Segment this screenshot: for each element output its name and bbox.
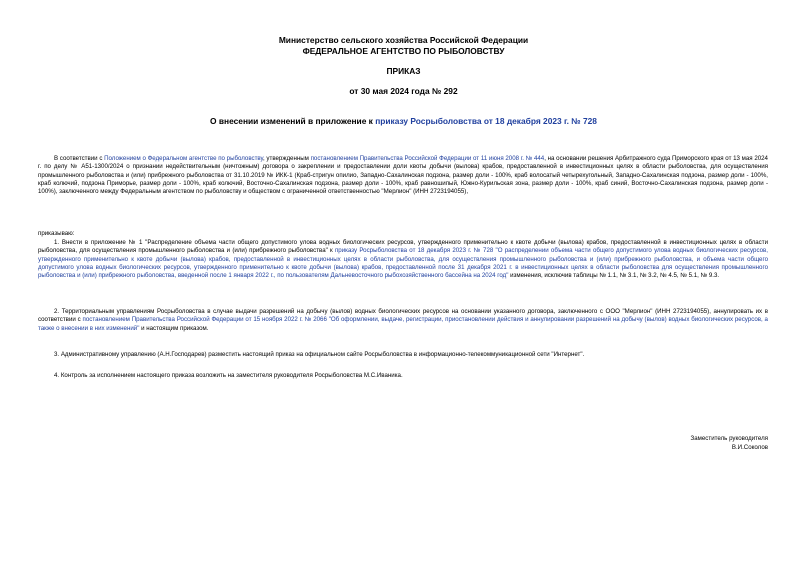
ministry-title: Министерство сельского хозяйства Российской Федерации: [278, 35, 529, 45]
item-2-link[interactable]: постановлением Правительства Российской Федерации от 15 ноября 2022 г. № 2066 "Об оформлении, выдаче, регистрации, приостановлении действия и аннулировании разрешений на добычу (вылов) водных биологических ресурсов, а также о внесении в них изменений": [38, 316, 768, 332]
preamble-link-decree[interactable]: постановлением Правительства Российской Федерации от 11 июня 2008 г. № 444: [310, 155, 545, 162]
item-1-link[interactable]: приказу Росрыболовства от 18 декабря 2023 г. № 728 "О распределении объема части общего допустимого улова водных биологических ресурсов, утвержденного применительно к квоте добычи (вылова) крабов, предоставленной в инвестиционных целях в области рыболовства, для осуществления промышленного рыболовства и (или) прибрежного рыболовства, и объема части общего допустимого улова водных биологических ресурсов, утвержденного применительно к квоте добычи (вылова) крабов, предоставленной после 31 декабря 2021 г. в инвестиционных целях в области рыболовства для осуществления промышленного рыболовства и (или) прибрежного рыболовства, введенной после 1 января 2022 г., по пользователям Дальневосточного рыбохозяйственного бассейна на 2024 год": [38, 247, 768, 280]
item-2-text-1: 2. Территориальным управлениям Росрыболовства в случае выдачи разрешений на добычу (вылов) водных биологических ресурсов на основании указанного договора, заключенного с ООО "Мерлион" (ИНН 2723194055), аннулировать их в соответствии с: [38, 308, 768, 324]
subject-text: О внесении изменений в приложение к: [210, 116, 376, 126]
document-subject: [0, 116, 807, 126]
preamble-text-3: , на основании решения Арбитражного суда Приморского края от 13 мая 2024 г. по делу № А51-1300/2024 о признании недействительным (ничтожным) договора о закреплении и предоставлении доли квоты добычи (вылова) крабов, предоставленной в инвестиционных целях в области рыболовства, для осуществления промышленного рыболовства и (или) прибрежного рыболовства от 31.10.2019 № ИКК-1 (Краб-стригун опилио, Западно-Сахалинская подзона, размер доли - 100%, краб волосатый четырехугольный, Западно-Сахалинская подзона, размер доли - 100%, краб колючий, подзона Приморье, размер доли - 100%, краб колючий, Восточно-Сахалинская подзона, размер доли - 100%, краб равношипый, Южно-Курильская зона, размер доли - 100%, краб синий, Восточно-Сахалинская подзона, размер доли - 100%), заключенного между Федеральным агентством по рыболовству и обществом с ограниченной ответственностью "Мерлион" (ИНН 2723194055),: [38, 155, 768, 196]
agency-title: ФЕДЕРАЛЬНОЕ АГЕНТСТВО ПО РЫБОЛОВСТВУ: [302, 46, 505, 56]
item-4-text: 4. Контроль за исполнением настоящего приказа возложить на заместителя руководителя Росрыболовства М.С.Иваника.: [54, 372, 403, 379]
item-2-text-2: и настоящим приказом.: [139, 324, 209, 332]
preamble-text-1: В соответствии с: [54, 155, 105, 162]
item-3-text: 3. Административному управлению (А.Н.Господарев) разместить настоящий приказ на официальном сайте Росрыболовства в информационно-телекоммуникационной сети "Интернет".: [54, 351, 585, 358]
signature-block: [691, 434, 768, 452]
item-2-paragraph: [38, 308, 768, 333]
item-1-text-2: изменения, исключив таблицы № 1.1, № 3.1, № 3.2, № 4.5, № 5.1, № 9.3.: [508, 272, 720, 280]
signature-position: Заместитель руководителя: [690, 435, 768, 442]
item-1-text-1: 1. Внести в приложение № 1 "Распределение объема части общего допустимого улова водных биологических ресурсов, утвержденного применительно к квоте добычи (вылова) крабов, предоставленной в инвестиционных целях в области рыболовства, для осуществления промышленного рыболовства и (или) прибрежного рыболовства" к: [38, 239, 768, 255]
item-4-paragraph: [38, 372, 768, 380]
item-1-paragraph: [38, 239, 768, 280]
signature-name: В.И.Соколов: [731, 444, 768, 451]
document-type: ПРИКАЗ: [386, 66, 421, 76]
preamble-link-regulation[interactable]: Положением о Федеральном агентстве по рыболовству: [104, 155, 264, 162]
order-word-text: приказываю:: [38, 230, 75, 237]
preamble-paragraph: [38, 155, 768, 196]
order-word: [38, 230, 768, 238]
document-date: от 30 мая 2024 года № 292: [349, 86, 458, 96]
preamble-text-2: , утвержденным: [263, 155, 311, 162]
subject-link[interactable]: приказу Росрыболовства от 18 декабря 2023 г. № 728: [375, 116, 597, 126]
item-3-paragraph: [38, 351, 768, 359]
